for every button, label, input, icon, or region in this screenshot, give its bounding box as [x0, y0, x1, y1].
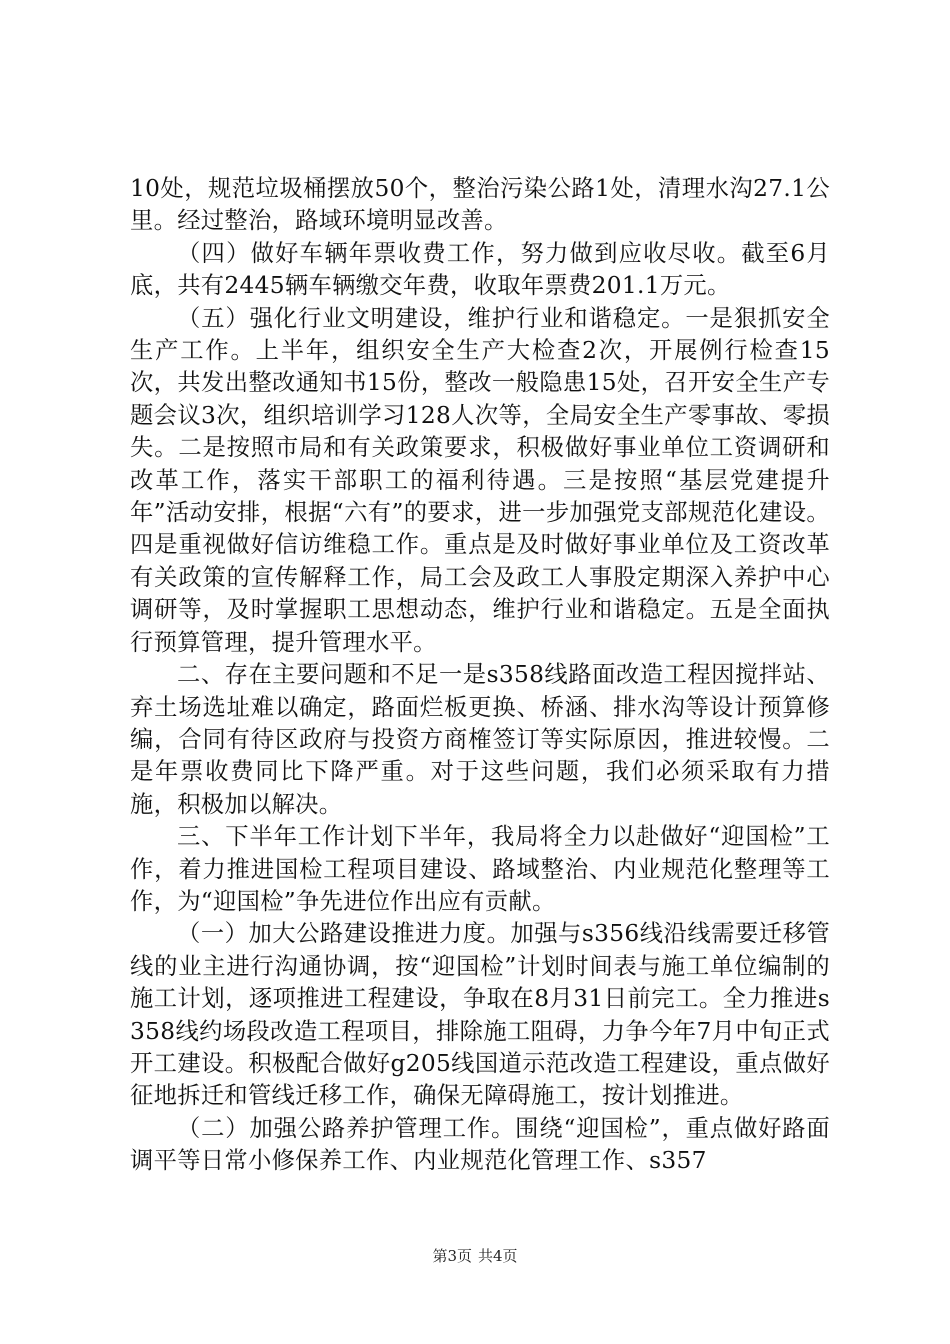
paragraph-continuation: 10处，规范垃圾桶摆放50个，整治污染公路1处，清理水沟27.1公里。经过整治，路域环境明显改善。: [130, 175, 830, 235]
document-body: [130, 173, 830, 1178]
paragraph-industry-civilization: （五）强化行业文明建设，维护行业和谐稳定。一是狠抓安全生产工作。上半年，组织安全生产大检查2次，开展例行检查15次，共发出整改通知书15份，整改一般隐患15处，召开安全生产专题会议3次，组织培训学习128人次等，全局安全生产零事故、零损失。二是按照市局和有关政策要求，积极做好事业单位工资调研和改革工作，落实干部职工的福利待遇。三是按照“基层党建提升年”活动安排，根据“六有”的要求，进一步加强党支部规范化建设。四是重视做好信访维稳工作。重点是及时做好事业单位及工资改革有关政策的宣传解释工作，局工会及政工人事股定期深入养护中心调研等，及时掌握职工思想动态，维护行业和谐稳定。五是全面执行预算管理，提升管理水平。: [130, 304, 830, 656]
paragraph-problems: 二、存在主要问题和不足一是s358线路面改造工程因搅拌站、弃土场选址难以确定，路面烂板更换、桥涵、排水沟等设计预算修编，合同有待区政府与投资方商榷签订等实际原因，推进较慢。二是年票收费同比下降严重。对于这些问题，我们必须采取有力措施，积极加以解决。: [130, 661, 830, 818]
page-footer: [0, 1246, 950, 1266]
paragraph-road-construction: （一）加大公路建设推进力度。加强与s356线沿线需要迁移管线的业主进行沟通协调，按“迎国检”计划时间表与施工单位编制的施工计划，逐项推进工程建设，争取在8月31日前完工。全力推进s358线约场段改造工程项目，排除施工阻碍，力争今年7月中旬正式开工建设。积极配合做好g205线国道示范改造工程建设，重点做好征地拆迁和管线迁移工作，确保无障碍施工，按计划推进。: [130, 920, 830, 1110]
page-number: 第3页: [432, 1247, 472, 1265]
paragraph-road-maintenance: （二）加强公路养护管理工作。围绕“迎国检”，重点做好路面调平等日常小修保养工作、内业规范化管理工作、s357: [130, 1114, 830, 1175]
paragraph-work-plan: 三、下半年工作计划下半年，我局将全力以赴做好“迎国检”工作，着力推进国检工程项目建设、路域整治、内业规范化整理等工作，为“迎国检”争先进位作出应有贡献。: [130, 823, 830, 915]
paragraph-annual-ticket: （四）做好车辆年票收费工作，努力做到应收尽收。截至6月底，共有2445辆车辆缴交年费，收取年票费201.1万元。: [130, 239, 830, 300]
page-total: 共4页: [478, 1247, 518, 1265]
